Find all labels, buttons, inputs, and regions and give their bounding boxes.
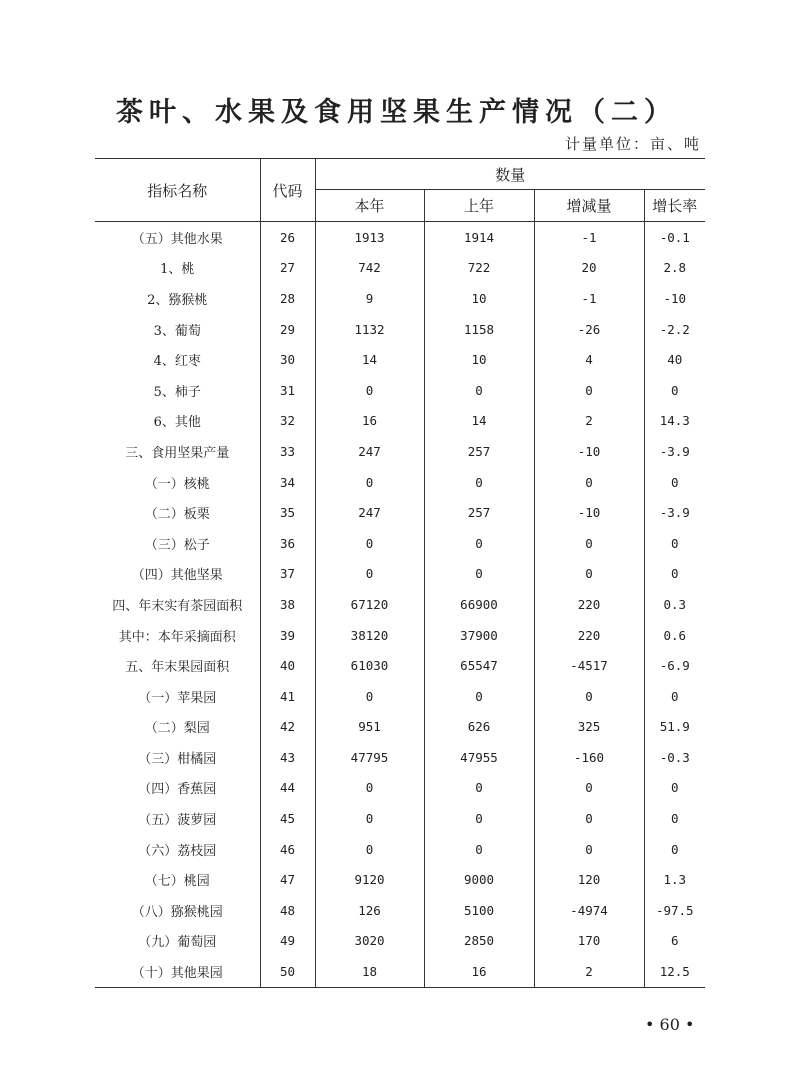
table-row: [95, 956, 705, 987]
row-this-year: 16: [315, 406, 424, 437]
row-code: 37: [260, 559, 315, 590]
header-this-year: 本年: [315, 190, 424, 222]
row-last-year: 0: [424, 803, 534, 834]
table-row: [95, 314, 705, 345]
table-body: [95, 222, 705, 988]
row-code: 44: [260, 773, 315, 804]
row-name: 3、葡萄: [153, 323, 201, 339]
row-rate: -10: [644, 283, 705, 314]
row-this-year: 0: [315, 834, 424, 865]
row-code: 46: [260, 834, 315, 865]
row-this-year: 14: [315, 344, 424, 375]
row-this-year: 951: [315, 712, 424, 743]
header-change: 增减量: [534, 190, 644, 222]
row-this-year: 247: [315, 436, 424, 467]
row-name: （八）猕猴桃园: [131, 904, 223, 920]
row-code: 28: [260, 283, 315, 314]
row-last-year: 47955: [424, 742, 534, 773]
row-last-year: 722: [424, 253, 534, 284]
row-name: （一）核桃: [144, 476, 210, 492]
row-change: -10: [534, 497, 644, 528]
row-last-year: 257: [424, 497, 534, 528]
row-rate: 0: [644, 834, 705, 865]
row-this-year: 9: [315, 283, 424, 314]
row-rate: -0.1: [644, 222, 705, 253]
row-change: -26: [534, 314, 644, 345]
row-rate: 0: [644, 528, 705, 559]
row-name: （三）柑橘园: [138, 751, 217, 767]
row-rate: 0.3: [644, 589, 705, 620]
row-code: 27: [260, 253, 315, 284]
row-this-year: 67120: [315, 589, 424, 620]
row-rate: -6.9: [644, 650, 705, 681]
row-change: 0: [534, 375, 644, 406]
row-rate: -3.9: [644, 497, 705, 528]
header-code: 代码: [260, 159, 315, 222]
table-row: [95, 803, 705, 834]
row-code: 38: [260, 589, 315, 620]
row-this-year: 3020: [315, 926, 424, 957]
table-row: [95, 406, 705, 437]
row-rate: 6: [644, 926, 705, 957]
table-row: [95, 497, 705, 528]
row-rate: 0.6: [644, 620, 705, 651]
row-rate: 0: [644, 803, 705, 834]
row-this-year: 0: [315, 803, 424, 834]
table-row: [95, 895, 705, 926]
row-last-year: 0: [424, 559, 534, 590]
row-name: （六）荔枝园: [138, 843, 217, 859]
row-code: 29: [260, 314, 315, 345]
row-name: 其中：本年采摘面积: [118, 629, 236, 645]
table-row: [95, 528, 705, 559]
row-this-year: 247: [315, 497, 424, 528]
row-this-year: 1913: [315, 222, 424, 253]
row-code: 39: [260, 620, 315, 651]
row-rate: 0: [644, 773, 705, 804]
row-change: 0: [534, 467, 644, 498]
row-last-year: 5100: [424, 895, 534, 926]
row-change: -160: [534, 742, 644, 773]
row-name: 6、其他: [153, 415, 201, 431]
row-change: -10: [534, 436, 644, 467]
row-change: -1: [534, 222, 644, 253]
row-last-year: 0: [424, 375, 534, 406]
row-name: （七）桃园: [144, 874, 210, 890]
row-code: 30: [260, 344, 315, 375]
row-name: （三）松子: [144, 537, 210, 553]
header-quantity: 数量: [315, 159, 705, 190]
row-name: 四、年末实有茶园面积: [112, 598, 243, 614]
row-last-year: 257: [424, 436, 534, 467]
row-last-year: 10: [424, 283, 534, 314]
row-name: （一）苹果园: [138, 690, 217, 706]
row-last-year: 10: [424, 344, 534, 375]
header-name: 指标名称: [147, 181, 208, 200]
row-last-year: 16: [424, 956, 534, 987]
row-code: 47: [260, 864, 315, 895]
row-rate: 0: [644, 375, 705, 406]
row-name: （五）其他水果: [131, 231, 223, 247]
table-row: [95, 559, 705, 590]
row-this-year: 0: [315, 559, 424, 590]
row-rate: -97.5: [644, 895, 705, 926]
row-this-year: 0: [315, 681, 424, 712]
table-row: [95, 222, 705, 253]
row-this-year: 38120: [315, 620, 424, 651]
row-code: 42: [260, 712, 315, 743]
table-row: [95, 589, 705, 620]
row-change: 0: [534, 559, 644, 590]
row-change: 2: [534, 406, 644, 437]
table-row: [95, 375, 705, 406]
row-rate: 40: [644, 344, 705, 375]
row-change: 220: [534, 620, 644, 651]
table-row: [95, 926, 705, 957]
row-change: 220: [534, 589, 644, 620]
row-code: 41: [260, 681, 315, 712]
row-change: 0: [534, 803, 644, 834]
row-rate: 1.3: [644, 864, 705, 895]
row-rate: 14.3: [644, 406, 705, 437]
row-this-year: 742: [315, 253, 424, 284]
row-code: 50: [260, 956, 315, 987]
table-row: [95, 742, 705, 773]
row-last-year: 37900: [424, 620, 534, 651]
row-name: 三、食用坚果产量: [125, 445, 230, 461]
row-rate: 12.5: [644, 956, 705, 987]
page-number: • 60 •: [645, 1015, 695, 1034]
row-rate: -3.9: [644, 436, 705, 467]
row-last-year: 0: [424, 773, 534, 804]
row-change: -4974: [534, 895, 644, 926]
header-rate: 增长率: [644, 190, 705, 222]
row-change: 0: [534, 528, 644, 559]
row-rate: -0.3: [644, 742, 705, 773]
table-row: [95, 253, 705, 284]
row-rate: 2.8: [644, 253, 705, 284]
row-last-year: 9000: [424, 864, 534, 895]
row-last-year: 0: [424, 467, 534, 498]
row-name: （二）板栗: [144, 507, 210, 523]
row-rate: 0: [644, 681, 705, 712]
row-code: 31: [260, 375, 315, 406]
table-row: [95, 620, 705, 651]
row-this-year: 18: [315, 956, 424, 987]
row-change: 0: [534, 681, 644, 712]
row-rate: 0: [644, 559, 705, 590]
row-last-year: 65547: [424, 650, 534, 681]
row-code: 26: [260, 222, 315, 253]
row-code: 45: [260, 803, 315, 834]
page-title: 茶叶、水果及食用坚果生产情况（二）: [116, 97, 677, 128]
row-change: 0: [534, 834, 644, 865]
row-this-year: 0: [315, 375, 424, 406]
row-name: 5、柿子: [153, 384, 201, 400]
row-last-year: 1158: [424, 314, 534, 345]
row-name: （四）香蕉园: [138, 782, 217, 798]
row-change: 170: [534, 926, 644, 957]
row-this-year: 126: [315, 895, 424, 926]
row-change: 2: [534, 956, 644, 987]
unit-label: 计量单位：亩、吨: [564, 135, 701, 153]
row-last-year: 0: [424, 834, 534, 865]
row-name: 2、猕猴桃: [147, 292, 208, 308]
row-name: 4、红枣: [153, 354, 201, 370]
row-change: 20: [534, 253, 644, 284]
row-change: 0: [534, 773, 644, 804]
table-row: [95, 681, 705, 712]
row-last-year: 66900: [424, 589, 534, 620]
row-last-year: 0: [424, 681, 534, 712]
row-code: 32: [260, 406, 315, 437]
table-row: [95, 834, 705, 865]
row-code: 48: [260, 895, 315, 926]
row-change: -1: [534, 283, 644, 314]
row-name: （四）其他坚果: [131, 568, 223, 584]
row-name: （二）梨园: [144, 721, 210, 737]
row-rate: -2.2: [644, 314, 705, 345]
row-this-year: 9120: [315, 864, 424, 895]
header-last-year: 上年: [424, 190, 534, 222]
row-this-year: 1132: [315, 314, 424, 345]
table-row: [95, 344, 705, 375]
row-this-year: 0: [315, 773, 424, 804]
row-last-year: 1914: [424, 222, 534, 253]
row-change: 325: [534, 712, 644, 743]
row-code: 35: [260, 497, 315, 528]
table-row: [95, 773, 705, 804]
row-this-year: 0: [315, 467, 424, 498]
row-name: （五）菠萝园: [138, 813, 217, 829]
row-name: （十）其他果园: [131, 966, 223, 982]
row-change: 120: [534, 864, 644, 895]
table-row: [95, 467, 705, 498]
row-rate: 51.9: [644, 712, 705, 743]
row-name: 1、桃: [160, 262, 195, 278]
row-last-year: 626: [424, 712, 534, 743]
table-row: [95, 283, 705, 314]
row-code: 36: [260, 528, 315, 559]
row-change: -4517: [534, 650, 644, 681]
row-change: 4: [534, 344, 644, 375]
row-name: （九）葡萄园: [138, 935, 217, 951]
row-this-year: 61030: [315, 650, 424, 681]
row-last-year: 14: [424, 406, 534, 437]
row-this-year: 47795: [315, 742, 424, 773]
row-name: 五、年末果园面积: [125, 660, 230, 676]
row-rate: 0: [644, 467, 705, 498]
row-code: 43: [260, 742, 315, 773]
row-last-year: 2850: [424, 926, 534, 957]
table-row: [95, 650, 705, 681]
row-this-year: 0: [315, 528, 424, 559]
row-code: 33: [260, 436, 315, 467]
row-code: 49: [260, 926, 315, 957]
row-code: 40: [260, 650, 315, 681]
table-row: [95, 864, 705, 895]
row-code: 34: [260, 467, 315, 498]
table-row: [95, 436, 705, 467]
row-last-year: 0: [424, 528, 534, 559]
data-table: [95, 158, 705, 988]
table-row: [95, 712, 705, 743]
